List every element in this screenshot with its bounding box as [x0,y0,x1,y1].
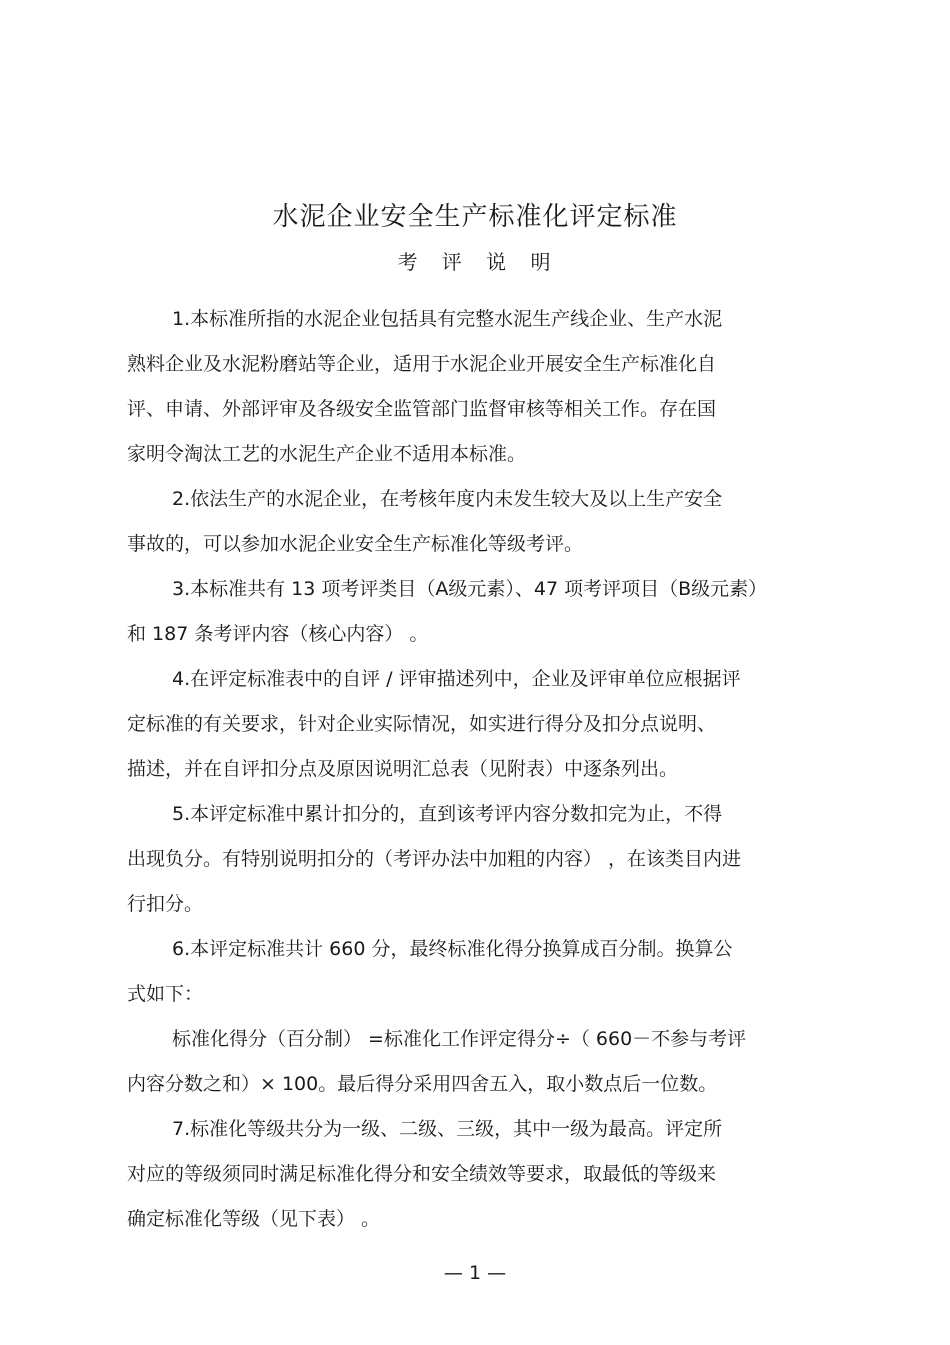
paragraph-line: 3.本标准共有 13 项考评类目（A级元素）、47 项考评项目（B级元素） [172,578,768,600]
paragraph-line: 定标准的有关要求，针对企业实际情况，如实进行得分及扣分点说明、 [127,713,717,735]
document-title: 水泥企业安全生产标准化评定标准 [272,202,678,232]
paragraph-line: 式如下： [127,983,204,1005]
paragraph-line: 行扣分。 [127,893,204,915]
paragraph-line: 对应的等级须同时满足标准化得分和安全绩效等要求，取最低的等级来 [127,1163,717,1185]
paragraph-line: 和 187 条考评内容（核心内容） 。 [127,623,429,645]
document-body [127,297,827,1242]
page-number: — 1 — [443,1262,507,1284]
formula-paragraph [127,1017,827,1107]
paragraph-7 [127,1107,827,1242]
paragraph-line: 确定标准化等级（见下表） 。 [127,1208,381,1230]
paragraph-line: 熟料企业及水泥粉磨站等企业，适用于水泥企业开展安全生产标准化自 [127,353,717,375]
paragraph-line: 7.标准化等级共分为一级、二级、三级，其中一级为最高。评定所 [172,1118,723,1140]
document-subtitle: 考 评 说 明 [397,250,553,274]
paragraph-5 [127,792,827,927]
paragraph-line: 事故的，可以参加水泥企业安全生产标准化等级考评。 [127,533,584,555]
paragraph-line: 1.本标准所指的水泥企业包括具有完整水泥生产线企业、生产水泥 [172,308,723,330]
paragraph-line: 家明令淘汰工艺的水泥生产企业不适用本标准。 [127,443,527,465]
paragraph-line: 4.在评定标准表中的自评 / 评审描述列中，企业及评审单位应根据评 [172,668,741,690]
paragraph-6 [127,927,827,1017]
paragraph-line: 2.依法生产的水泥企业，在考核年度内未发生较大及以上生产安全 [172,488,723,510]
paragraph-line: 描述，并在自评扣分点及原因说明汇总表（见附表）中逐条列出。 [127,758,679,780]
paragraph-1 [127,297,827,477]
paragraph-3 [127,567,827,657]
paragraph-line: 6.本评定标准共计 660 分，最终标准化得分换算成百分制。换算公 [172,938,733,960]
paragraph-line: 出现负分。有特别说明扣分的（考评办法中加粗的内容） ，在该类目内进 [127,848,742,870]
paragraph-2 [127,477,827,567]
paragraph-line: 评、申请、外部评审及各级安全监管部门监督审核等相关工作。存在国 [127,398,717,420]
paragraph-line: 5.本评定标准中累计扣分的，直到该考评内容分数扣完为止，不得 [172,803,723,825]
formula-line: 内容分数之和）× 100。最后得分采用四舍五入，取小数点后一位数。 [127,1073,718,1095]
formula-line: 标准化得分（百分制） =标准化工作评定得分÷（ 660－不参与考评 [172,1028,747,1050]
paragraph-4 [127,657,827,792]
